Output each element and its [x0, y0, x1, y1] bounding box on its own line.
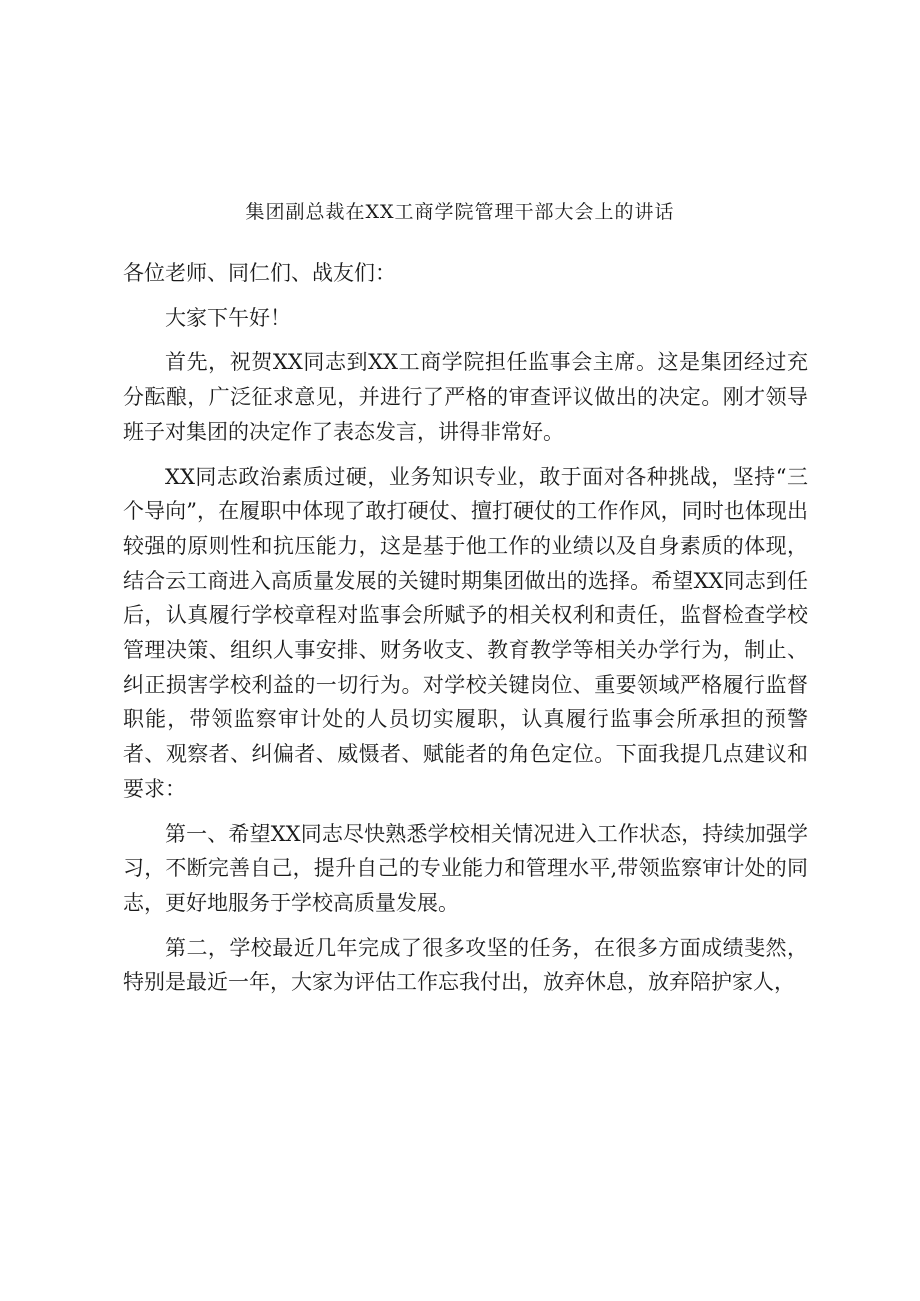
salutation: 各位老师、同仁们、战友们：	[123, 261, 396, 285]
paragraph-evaluation: XX同志政治素质过硬，业务知识专业，敢于面对各种挑战，坚持“三个导向”，在履职中体现了敢打硬仗、擅打硬仗的工作作风，同时也体现出较强的原则性和抗压能力，这是基于他工作的业绩以及自身素质的体现，结合云工商进入高质量发展的关键时期集团做出的选择。希望XX同志到任后，认真履行学校章程对监事会所赋予的相关权利和责任，监督检查学校管理决策、组织人事安排、财务收支、教育教学等相关办学行为，制止、纠正损害学校利益的一切行为。对学校关键岗位、重要领域严格履行监督职能，带领监察审计处的人员切实履职，认真履行监事会所承担的预警者、观察者、纠偏者、威慑者、赋能者的角色定位。下面我提几点建议和要求：	[123, 464, 808, 801]
paragraph-greeting: 大家下午好！	[165, 305, 291, 330]
paragraph-point-two: 第二，学校最近几年完成了很多攻坚的任务，在很多方面成绩斐然，特别是最近一年，大家为评估工作忘我付出，放弃休息，放弃陪护家人，	[123, 935, 808, 995]
paragraph-congratulation: 首先，祝贺XX同志到XX工商学院担任监事会主席。这是集团经过充分酝酿，广泛征求意见，并进行了严格的审查评议做出的决定。刚才领导班子对集团的决定作了表态发言，讲得非常好。	[123, 350, 808, 444]
document-body	[123, 256, 808, 1010]
document-title: 集团副总裁在XX工商学院管理干部大会上的讲话	[245, 201, 675, 223]
paragraph-point-one: 第一、希望XX同志尽快熟悉学校相关情况进入工作状态，持续加强学习，不断完善自己，提升自己的专业能力和管理水平,带领监察审计处的同志，更好地服务于学校高质量发展。	[123, 821, 808, 915]
